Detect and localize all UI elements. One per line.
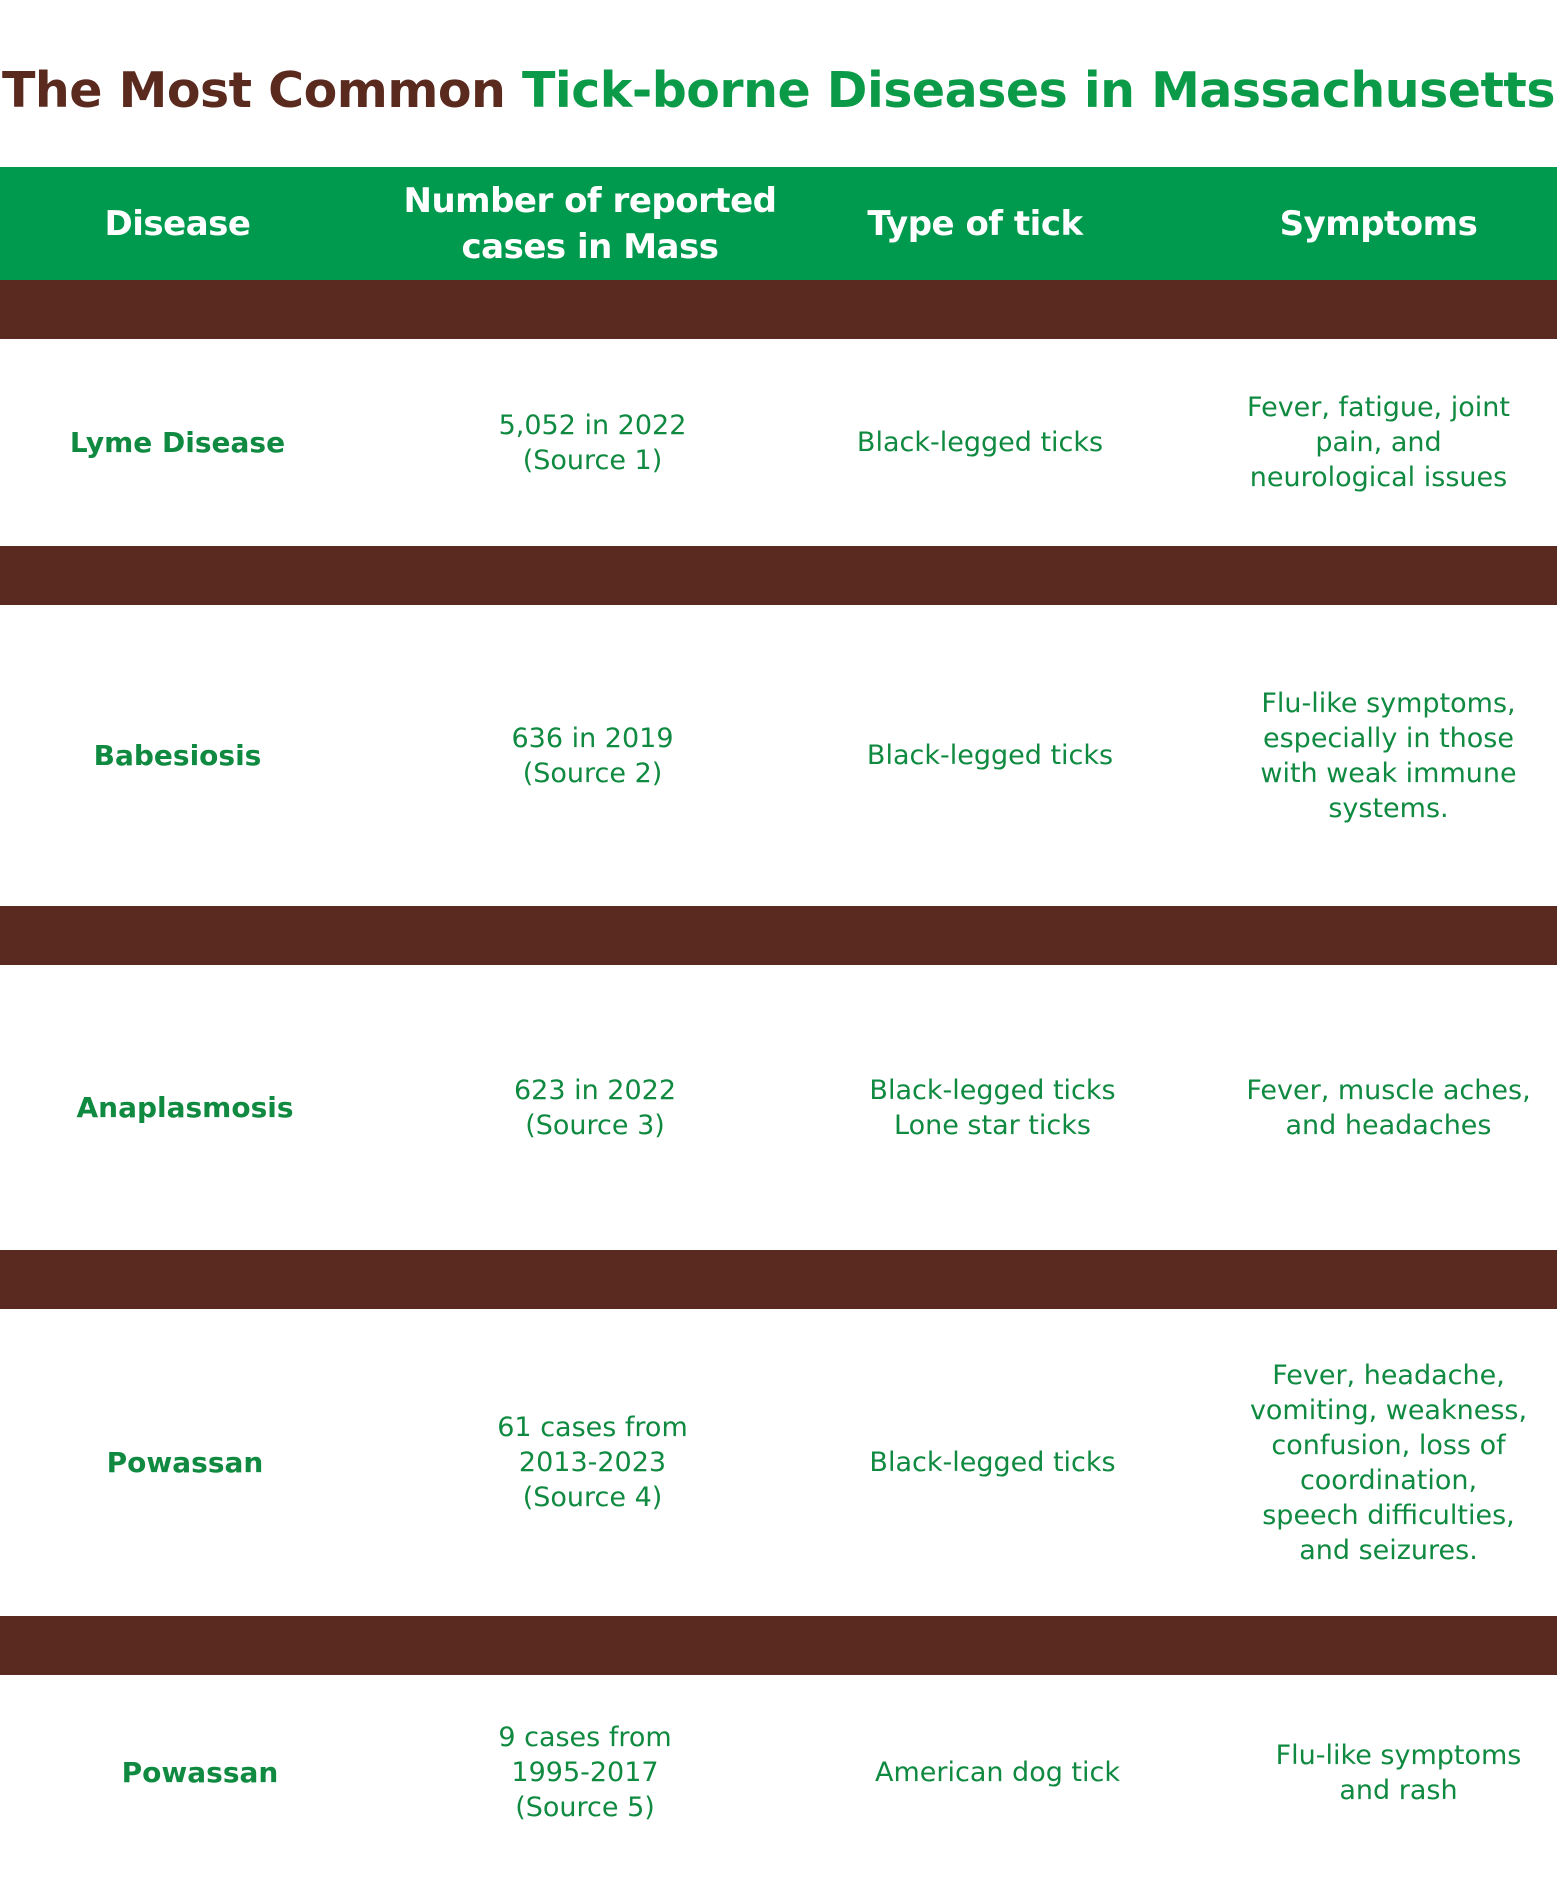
page-title — [0, 62, 1557, 120]
cell-symptoms: Flu-like symptoms, especially in those with weak immune systems. — [1260, 687, 1517, 824]
table-row — [0, 605, 1557, 906]
header-symptoms: Symptoms — [1279, 203, 1478, 244]
cell-tick-type: Black-legged ticks — [869, 1447, 1116, 1478]
header-cases: Number of reported cases in Mass — [403, 180, 777, 267]
table-header — [0, 167, 1557, 280]
cell-cases: 636 in 2019 (Source 2) — [511, 722, 674, 789]
cell-disease: Lyme Disease — [69, 426, 286, 459]
cell-disease: Anaplasmosis — [76, 1091, 294, 1124]
cell-cases: 5,052 in 2022 (Source 1) — [498, 409, 687, 476]
cell-symptoms: Flu-like symptoms and rash — [1275, 1739, 1522, 1806]
row-divider — [0, 280, 1557, 339]
header-tick-type: Type of tick — [867, 203, 1083, 244]
cell-disease: Powassan — [121, 1756, 279, 1789]
cell-tick-type: Black-legged ticks — [856, 427, 1104, 458]
table-row — [0, 1309, 1557, 1616]
row-divider — [0, 546, 1557, 605]
title-part-2: Tick-borne Diseases in Massachusetts — [522, 62, 1556, 119]
cell-cases: 623 in 2022 (Source 3) — [513, 1074, 677, 1141]
cell-symptoms: Fever, headache, vomiting, weakness, confusion, loss of coordination, speech difficulties, and seizures. — [1249, 1359, 1528, 1566]
cell-tick-type: American dog tick — [874, 1757, 1121, 1788]
title-part-1: The Most Common — [1, 62, 522, 119]
table-row — [0, 965, 1557, 1250]
cell-cases: 9 cases from 1995-2017 (Source 5) — [498, 1722, 672, 1823]
table-row — [0, 339, 1557, 546]
row-divider — [0, 1616, 1557, 1675]
header-disease: Disease — [104, 203, 251, 244]
cell-tick-type: Black-legged ticks Lone star ticks — [869, 1074, 1116, 1141]
cell-tick-type: Black-legged ticks — [866, 740, 1114, 771]
cell-disease: Babesiosis — [93, 739, 262, 772]
cell-cases: 61 cases from 2013-2023 (Source 4) — [497, 1412, 688, 1513]
cell-symptoms: Fever, muscle aches, and headaches — [1246, 1074, 1531, 1141]
cell-symptoms: Fever, fatigue, joint pain, and neurological issues — [1247, 392, 1510, 493]
table-row — [0, 1675, 1557, 1870]
row-divider — [0, 906, 1557, 965]
row-divider — [0, 1250, 1557, 1309]
cell-disease: Powassan — [106, 1446, 264, 1479]
